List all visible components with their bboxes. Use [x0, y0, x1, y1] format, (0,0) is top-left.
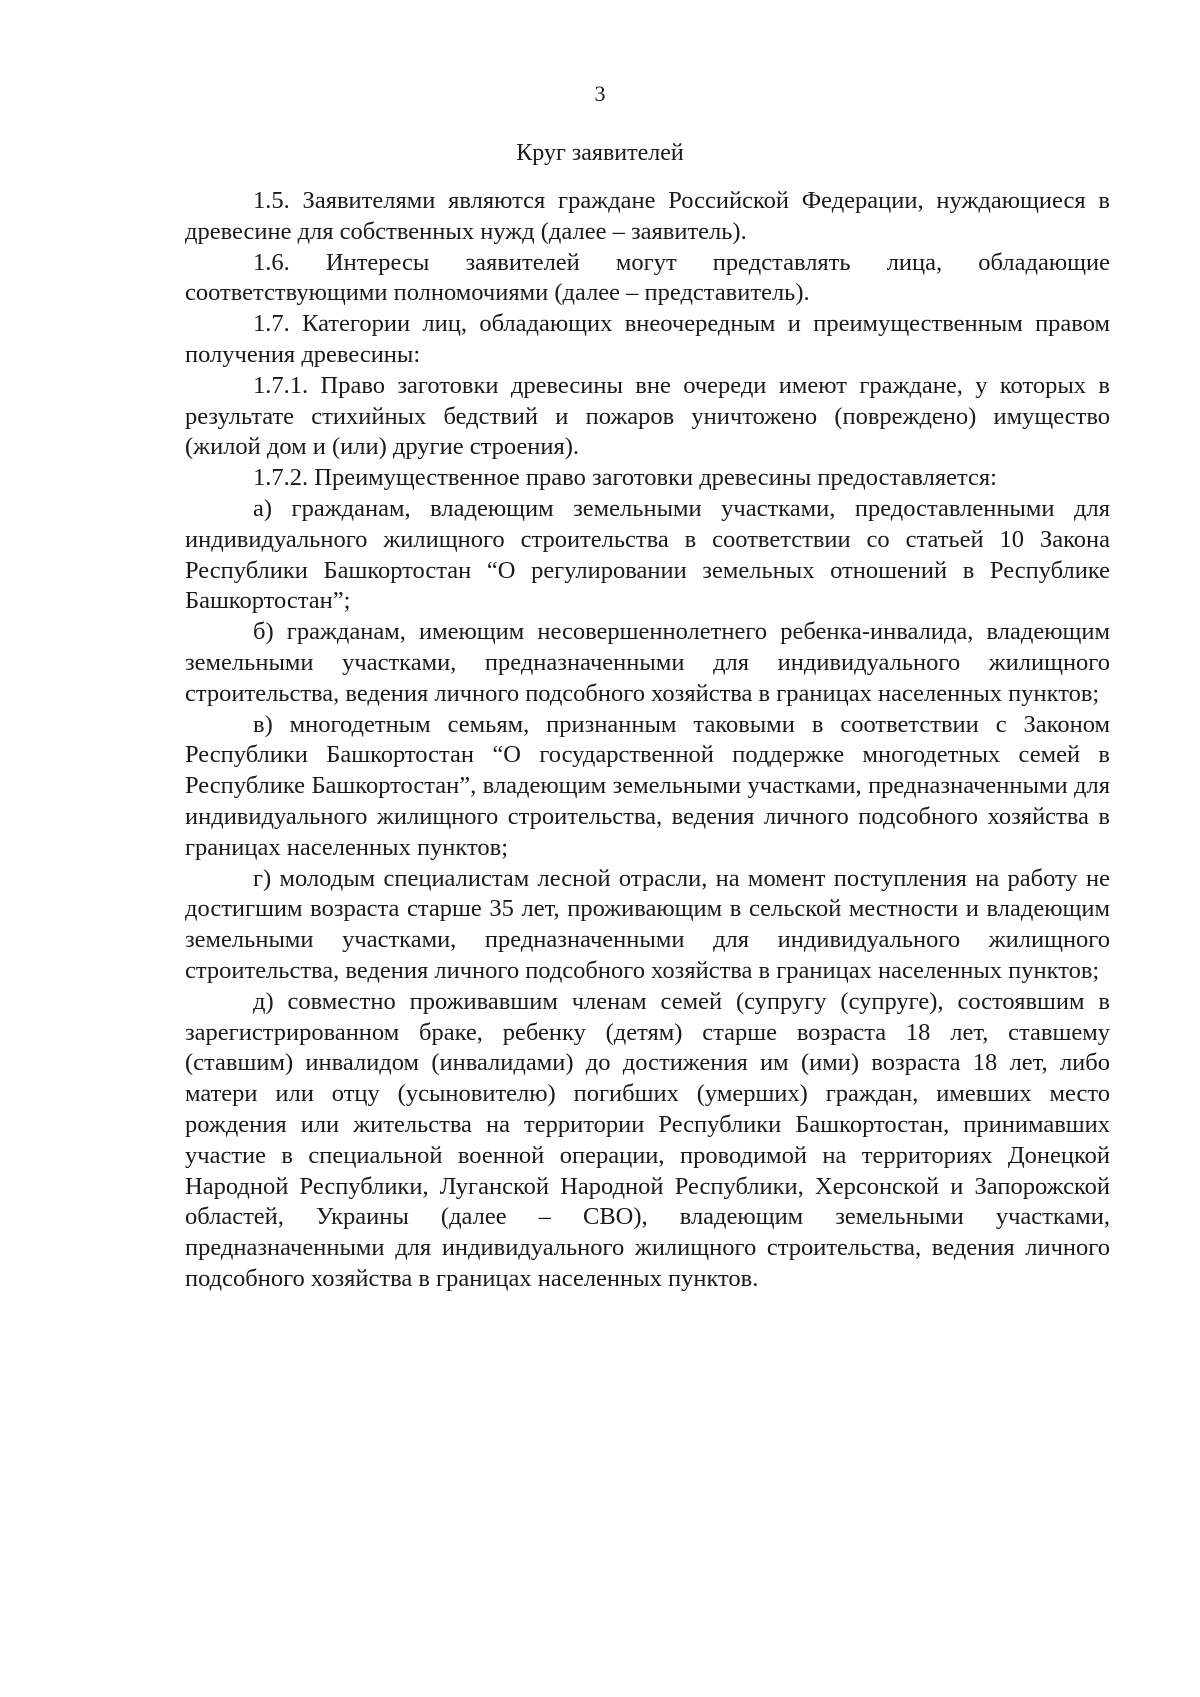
paragraph-1-7: 1.7. Категории лиц, обладающих внеочередным и преимущественным правом получения древесины: — [185, 310, 1110, 368]
paragraph-item-a: а) гражданам, владеющим земельными участками, предоставленными для индивидуального жилищного строительства в соответствии со статьей 10 Закона Республики Башкортостан “О регулировании земельных отношений в Республике Башкортостан”; — [185, 494, 1110, 615]
paragraph-item-b: б) гражданам, имеющим несовершеннолетнего ребенка-инвалида, владеющим земельными участками, предназначенными для индивидуального жилищного строительства, ведения личного подсобного хозяйства в границах населенных пунктов; — [185, 618, 1110, 707]
paragraph-item-g: г) молодым специалистам лесной отрасли, на момент поступления на работу не достигшим возраста старше 35 лет, проживающим в сельской местности и владеющим земельными участками, предназначенными для индивидуального жилищного строительства, ведения личного подсобного хозяйства в границах населенных пунктов; — [185, 864, 1110, 984]
section-heading: Круг заявителей — [516, 140, 684, 166]
document-body — [185, 186, 1110, 1295]
paragraph-item-v: в) многодетным семьям, признанным таковыми в соответствии с Законом Республики Башкортостан “О государственной поддержке многодетных семей в Республике Башкортостан”, владеющим земельными участками, предназначенными для индивидуального жилищного строительства, ведения личного подсобного хозяйства в границах населенных пунктов; — [185, 710, 1110, 861]
paragraph-item-d: д) совместно проживавшим членам семей (супругу (супруге), состоявшим в зарегистрированном браке, ребенку (детям) старше возраста 18 лет, ставшему (ставшим) инвалидом (инвалидами) до достижения им (ими) возраста 18 лет, либо матери или отцу (усыновителю) погибших (умерших) граждан, имевших место рождения или жительства на территории Республики Башкортостан, принимавших участие в специальной военной операции, проводимой на территориях Донецкой Народной Республики, Луганской Народной Республики, Херсонской и Запорожской областей, Украины (далее – СВО), владеющим земельными участками, предназначенными для индивидуального жилищного строительства, ведения личного подсобного хозяйства в границах населенных пунктов. — [185, 987, 1110, 1292]
paragraph-1-7-1: 1.7.1. Право заготовки древесины вне очереди имеют граждане, у которых в результате стихийных бедствий и пожаров уничтожено (повреждено) имущество (жилой дом и (или) другие строения). — [185, 371, 1110, 461]
page-number: 3 — [594, 81, 606, 106]
paragraph-1-5: 1.5. Заявителями являются граждане Российской Федерации, нуждающиеся в древесине для собственных нужд (далее – заявитель). — [185, 187, 1110, 245]
paragraph-1-7-2: 1.7.2. Преимущественное право заготовки древесины предоставляется: — [253, 464, 997, 492]
paragraph-1-6: 1.6. Интересы заявителей могут представлять лица, обладающие соответствующими полномочиями (далее – представитель). — [185, 248, 1110, 307]
